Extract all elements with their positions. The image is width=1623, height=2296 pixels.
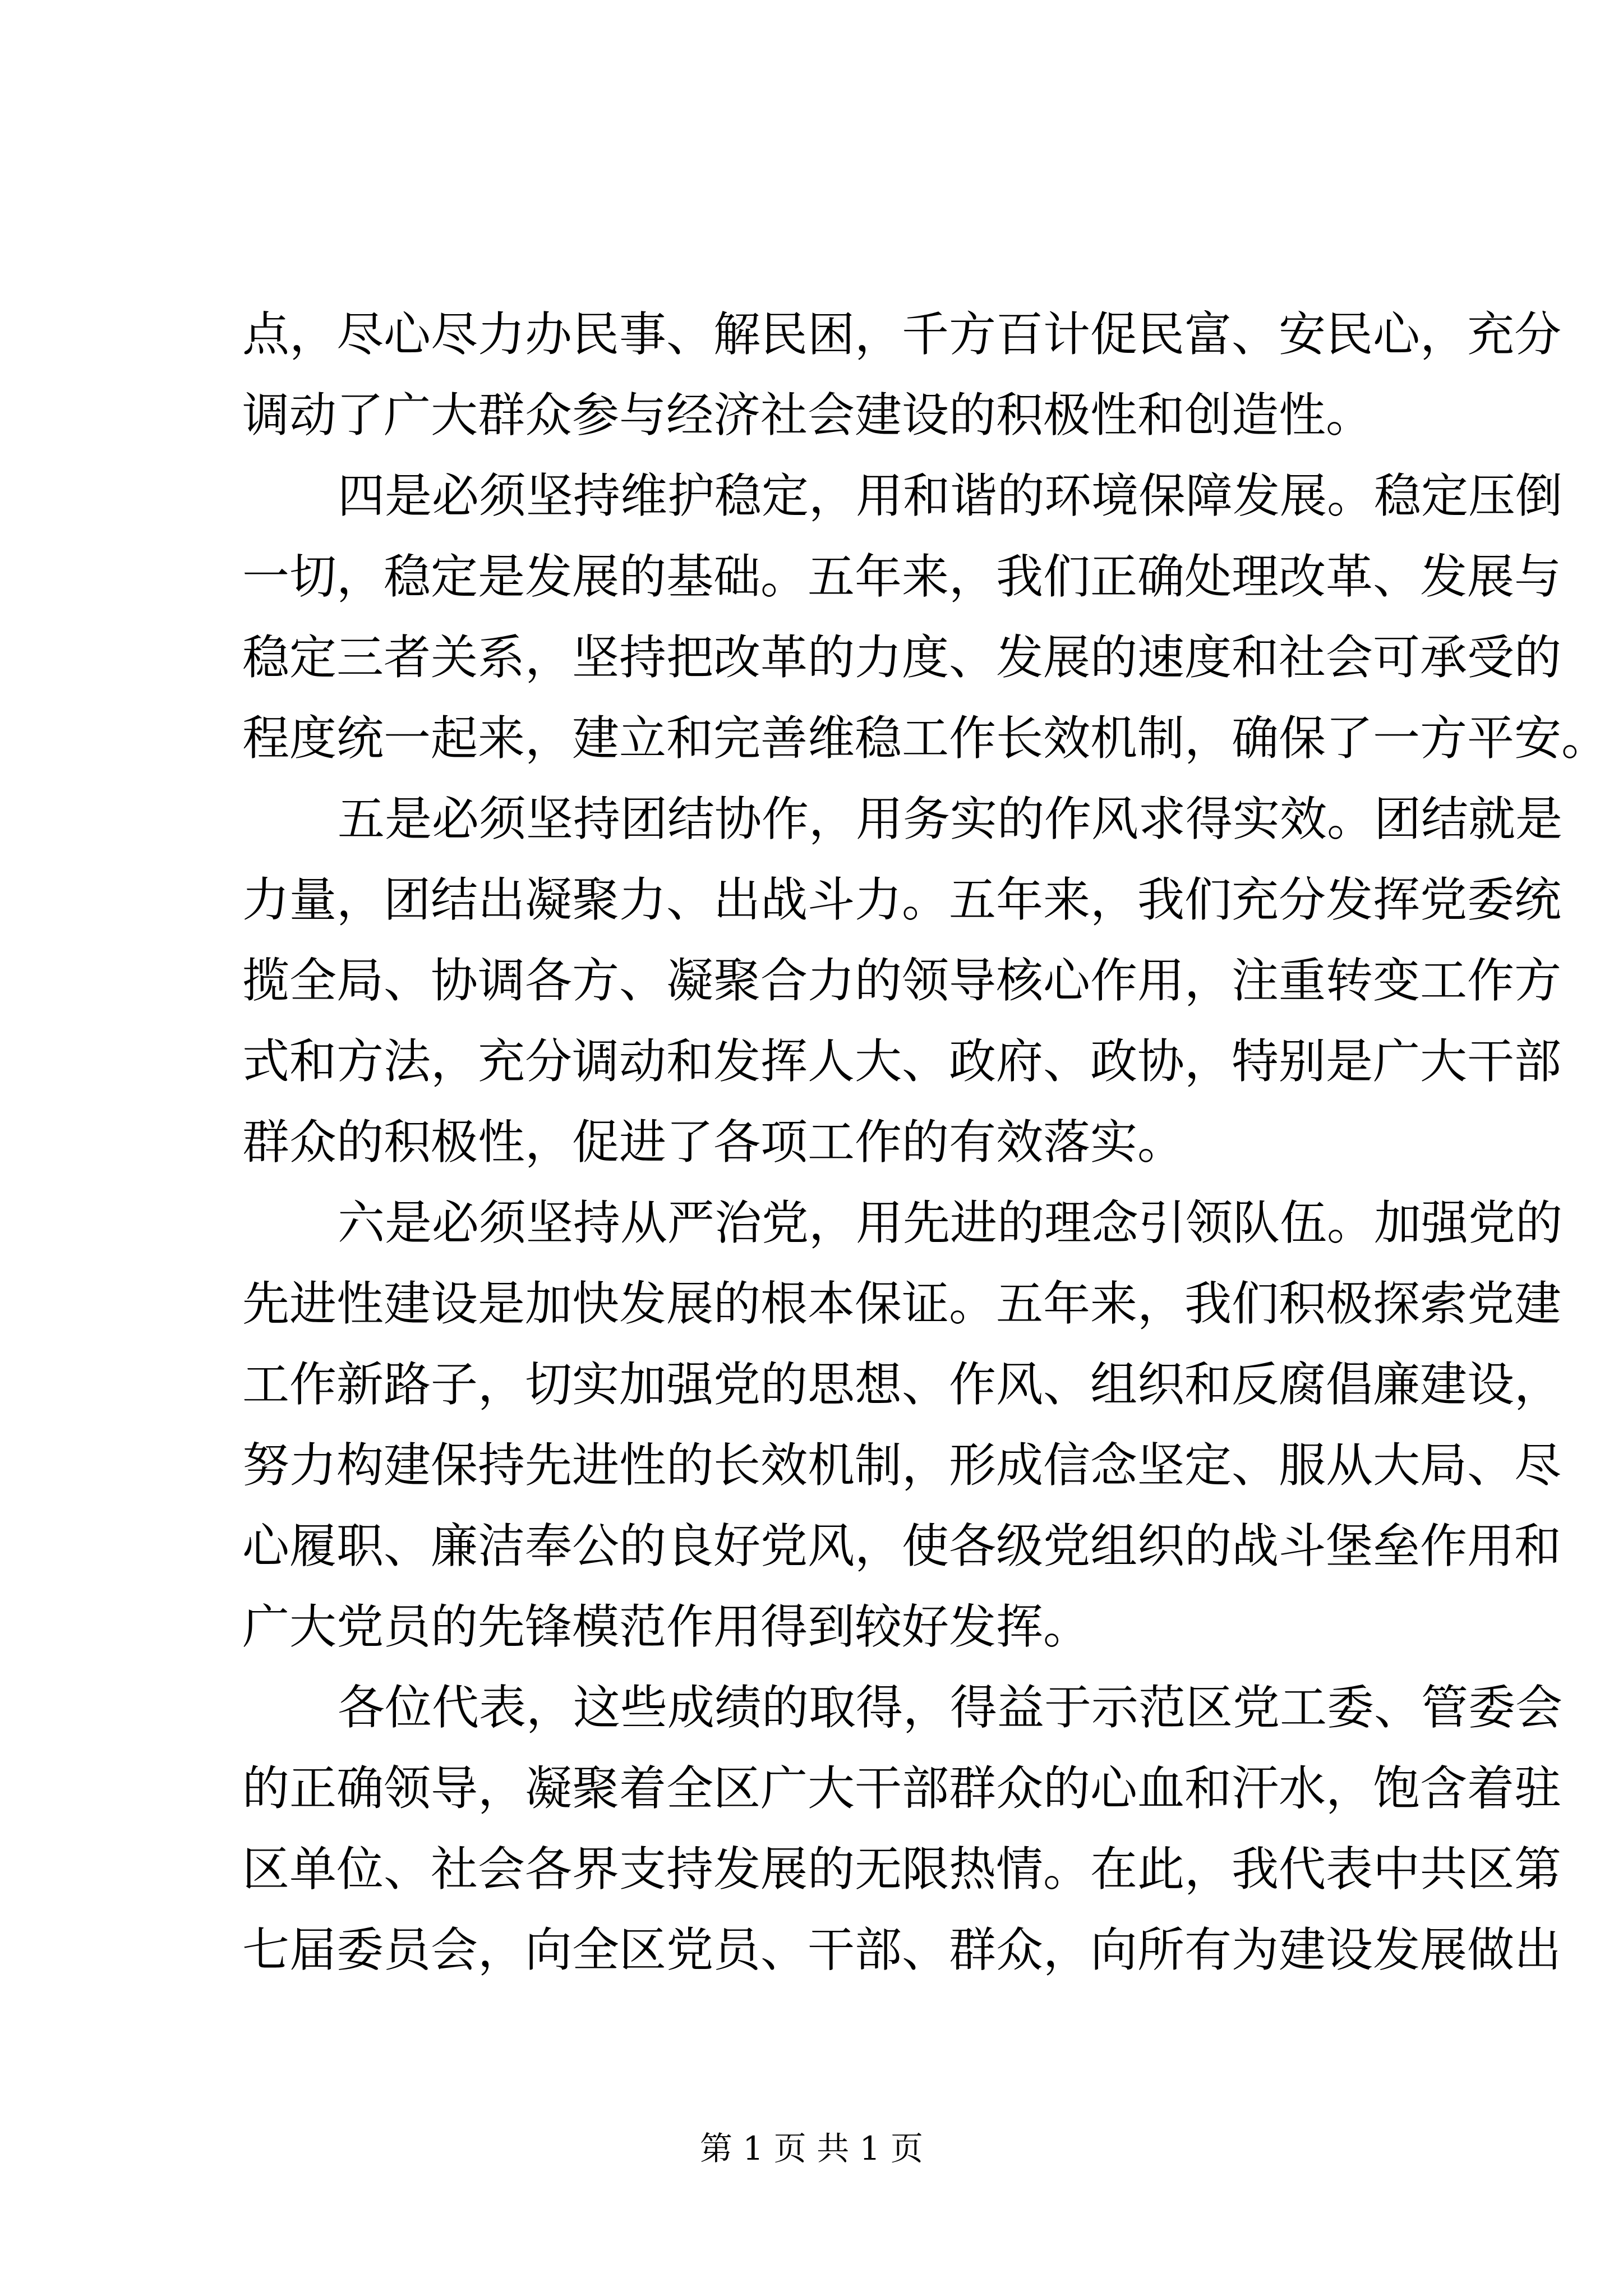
text-line: 七届委员会，向全区党员、干部、群众，向所有为建设发展做出	[242, 1922, 1562, 1977]
text-line: 广大党员的先锋模范作用得到较好发挥。	[242, 1599, 1091, 1654]
text-line: 区单位、社会各界支持发展的无限热情。在此，我代表中共区第	[242, 1842, 1562, 1897]
text-line: 稳定三者关系，坚持把改革的力度、发展的速度和社会可承受的	[242, 630, 1562, 685]
paragraph-start-line: 五是必须坚持团结协作，用务实的作风求得实效。团结就是	[338, 792, 1563, 846]
paragraph-start-line: 六是必须坚持从严治党，用先进的理念引领队伍。加强党的	[338, 1195, 1563, 1250]
text-line: 式和方法，充分调动和发挥人大、政府、政协，特别是广大干部	[242, 1034, 1562, 1089]
text-line: 调动了广大群众参与经济社会建设的积极性和创造性。	[242, 388, 1373, 443]
text-line: 先进性建设是加快发展的根本保证。五年来，我们积极探索党建	[242, 1276, 1562, 1331]
page-footer: 第 1 页 共 1 页	[700, 2129, 923, 2168]
text-line: 工作新路子，切实加强党的思想、作风、组织和反腐倡廉建设，	[242, 1357, 1562, 1412]
text-line: 揽全局、协调各方、凝聚合力的领导核心作用，注重转变工作方	[242, 953, 1562, 1008]
text-line: 努力构建保持先进性的长效机制，形成信念坚定、服从大局、尽	[242, 1438, 1562, 1493]
text-line: 点，尽心尽力办民事、解民困，千方百计促民富、安民心，充分	[242, 307, 1562, 362]
text-line: 群众的积极性，促进了各项工作的有效落实。	[242, 1115, 1185, 1170]
text-line: 心履职、廉洁奉公的良好党风，使各级党组织的战斗堡垒作用和	[242, 1519, 1562, 1573]
text-line: 力量，团结出凝聚力、出战斗力。五年来，我们充分发挥党委统	[242, 872, 1562, 927]
text-line: 一切，稳定是发展的基础。五年来，我们正确处理改革、发展与	[242, 549, 1562, 604]
paragraph-start-line: 四是必须坚持维护稳定，用和谐的环境保障发展。稳定压倒	[338, 468, 1563, 523]
text-line: 的正确领导，凝聚着全区广大干部群众的心血和汗水，饱含着驻	[242, 1761, 1562, 1816]
paragraph-start-line: 各位代表，这些成绩的取得，得益于示范区党工委、管委会	[338, 1680, 1563, 1735]
text-line: 程度统一起来，建立和完善维稳工作长效机制，确保了一方平安。	[242, 711, 1609, 766]
